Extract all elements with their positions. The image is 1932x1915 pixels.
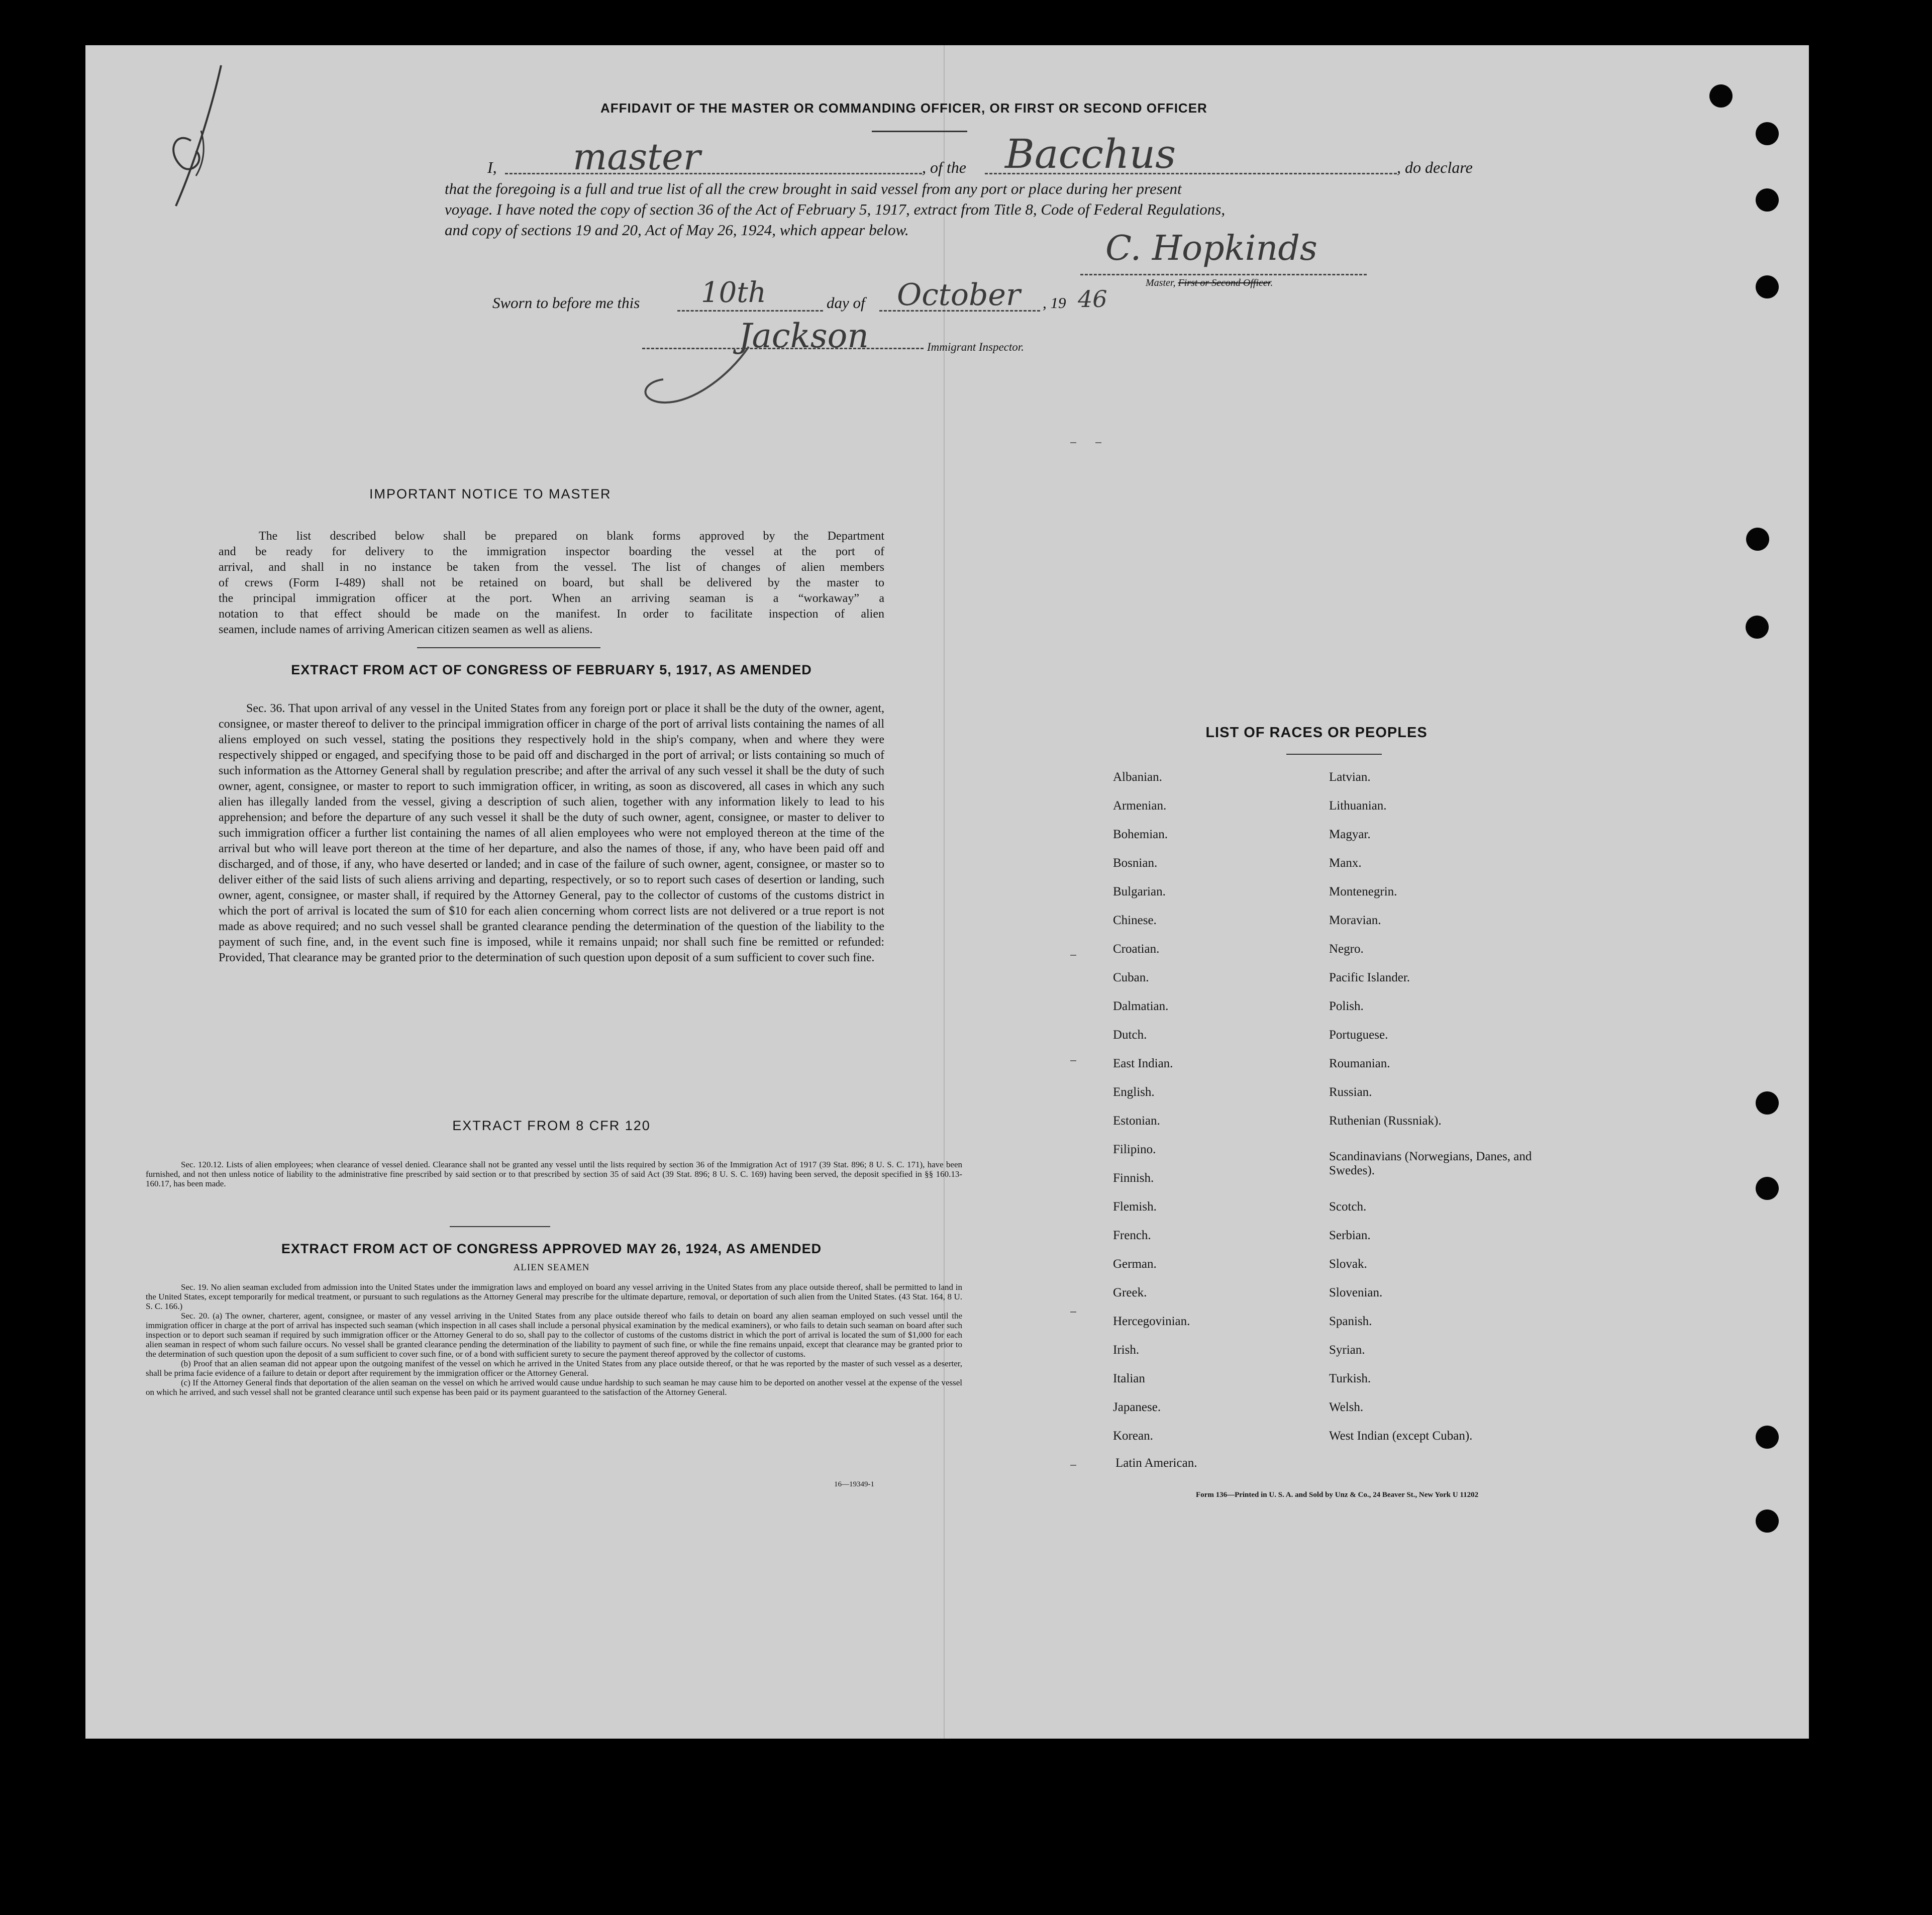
sec-19-text: Sec. 19. No alien seaman excluded from admission into the United States under the immigration laws and employed on board any vessel arriving in the United States from any place outside thereof, shall be permitted to land in the United States, except temporarily for medical treatment, or pursuant to such regulations as the Attorney General may prescribe for the ultimate departure, removal, or deportation of such alien from the United States. (43 Stat. 164, 8 U. S. C. 166.)	[146, 1282, 962, 1311]
cfr-rule	[450, 1226, 550, 1227]
form-number: 16—19349-1	[834, 1480, 874, 1488]
races-title: LIST OF RACES OR PEOPLES	[1205, 725, 1428, 741]
race-item: French.	[1113, 1229, 1151, 1242]
caption-master: Master,	[1146, 277, 1176, 288]
notice-line-1: The list described below shall be prepared on blank forms approved by the Department	[259, 530, 884, 543]
race-item: Syrian.	[1329, 1343, 1365, 1357]
race-item: Manx.	[1329, 856, 1362, 870]
notice-line-4: of crews (Form I-489) shall not be retained on board, but shall be delivered by the master to	[219, 576, 884, 589]
race-item: Korean.	[1113, 1429, 1153, 1443]
statement-line-1: that the foregoing is a full and true list of all the crew brought in said vessel from any port or place during her present	[445, 180, 1182, 197]
race-item: German.	[1113, 1257, 1157, 1271]
printer-footer: Form 136—Printed in U. S. A. and Sold by Unz & Co., 24 Beaver St., New York U 11202	[1196, 1491, 1479, 1499]
extract-1917-body: Sec. 36. That upon arrival of any vessel in the United States from any foreign port or place it shall be the duty of the owner, agent, consignee, or master thereof to deliver to the principal immigration officer in charge of the port of arrival lists containing the names of all aliens employed on such vessel, stating the positions they respectively hold in the ship's company, when and where they were respectively shipped or engaged, and specifying those to be paid off and discharged in the port of arrival; or lists containing so much of such information as the Attorney General shall by regulation prescribe; and after the arrival of any such vessel it shall be the duty of such owner, agent, consignee, or master to report to such immigration officer, in writing, as soon as discovered, all cases in which any such alien has illegally landed from the vessel, giving a description of such alien, together with any information likely to lead to his apprehension; and before the departure of any such vessel it shall be the duty of such owner, agent, consignee, or master to deliver to such immigration officer a further list containing the names of all alien employees who were not employed thereon at the time of the arrival but who will leave port thereon at the time of her departure, and also the names of those, if any, who have been paid off and discharged, and of those, if any, who have deserted or landed; and in case of the failure of such owner, agent, consignee, or master so to deliver either of the said lists of such aliens arriving and departing, respectively, or so to report such cases of desertion or landing, such owner, agent, consignee, or master shall, if required by the Attorney General, pay to the collector of customs of the customs district in which the port of arrival is located the sum of $10 for each alien concerning whom correct lists are not delivered or a true report is not made as above required; and no such vessel shall be granted clearance pending the determination of the question of the liability to the payment of such fine, and, in the event such fine is imposed, while it remains unpaid; nor shall such fine be remitted or refunded: Provided, That clearance may be granted prior to the determination of such question upon deposit of a sum sufficient to cover such fine.	[219, 702, 884, 964]
notice-line-5: the principal immigration officer at the port. When an arriving seaman is a “workaway” a	[219, 592, 884, 605]
caption-end: .	[1270, 277, 1273, 288]
race-item: Turkish.	[1329, 1372, 1371, 1385]
binder-hole	[1756, 275, 1779, 298]
race-item: Dalmatian.	[1113, 999, 1169, 1013]
race-item: Scandinavians (Norwegians, Danes, and Swedes).	[1329, 1150, 1532, 1177]
notice-line-6: notation to that effect should be made on the manifest. In order to facilitate inspection of alien	[219, 608, 884, 621]
race-item: Russian.	[1329, 1085, 1372, 1099]
race-item: Latin American.	[1115, 1456, 1197, 1470]
document-sheet	[85, 45, 1809, 1739]
pencil-check-mark	[146, 55, 246, 221]
notice-line-2: and be ready for delivery to the immigration inspector boarding the vessel at the port of	[219, 545, 884, 558]
race-item: Spanish.	[1329, 1315, 1372, 1328]
race-item: Flemish.	[1113, 1200, 1157, 1214]
master-blank	[505, 173, 922, 174]
inspector-flourish	[628, 342, 759, 412]
race-item: Albanian.	[1113, 770, 1162, 784]
race-item: Bosnian.	[1113, 856, 1158, 870]
year-handwriting: 46	[1078, 285, 1107, 313]
race-item: Hercegovinian.	[1113, 1315, 1190, 1328]
extract-1924-subtitle: ALIEN SEAMEN	[513, 1262, 590, 1273]
master-signature: C. Hopkinds	[1105, 229, 1317, 268]
binder-hole	[1756, 188, 1779, 212]
races-rule	[1286, 754, 1382, 755]
binder-hole	[1756, 1177, 1779, 1200]
notice-body	[219, 529, 884, 638]
extract-cfr-text: Sec. 120.12. Lists of alien employees; when clearance of vessel denied. Clearance shall not be granted any vessel until the lists required by section 36 of the Immigration Act of 1917 (39 Stat. 896; 8 U. S. C. 171), have been furnished, and not then unless notice of liability to the administrative fine prescribed by said section or to that prescribed by section 35 of said Act (39 Stat. 896; 8 U. S. C. 169) having been served, the deposit specified in §§ 160.13-160.17, has been made.	[146, 1160, 962, 1188]
race-item: Ruthenian (Russniak).	[1329, 1114, 1442, 1128]
extract-1924-body	[146, 1282, 962, 1397]
race-item: Croatian.	[1113, 942, 1160, 956]
race-item: Armenian.	[1113, 799, 1167, 813]
binder-hole	[1756, 1426, 1779, 1449]
binder-hole	[1709, 84, 1733, 108]
race-item: Scotch.	[1329, 1200, 1367, 1214]
race-item: Irish.	[1113, 1343, 1140, 1357]
race-item: Lithuanian.	[1329, 799, 1387, 813]
race-item: Bulgarian.	[1113, 885, 1166, 898]
inspector-caption: Immigrant Inspector.	[927, 341, 1024, 353]
affidavit-title: AFFIDAVIT OF THE MASTER OR COMMANDING OFFICER, OR FIRST OR SECOND OFFICER	[600, 100, 1207, 116]
binder-hole	[1746, 528, 1769, 551]
race-item: Welsh.	[1329, 1400, 1364, 1414]
race-item: Negro.	[1329, 942, 1364, 956]
race-item: Pacific Islander.	[1329, 971, 1410, 984]
sec-20b-text: (b) Proof that an alien seaman did not appear upon the outgoing manifest of the vessel on which he arrived in the United States from any place outside thereof, or that he was reported by the master of such vessel as a deserter, shall be prima facie evidence of a failure to detain or deport after requirement by the immigration officer or the Attorney General.	[146, 1359, 962, 1378]
master-handwriting: master	[573, 136, 701, 178]
do-declare-label: , do declare	[1397, 158, 1473, 176]
notice-line-7: seamen, include names of arriving American citizen seamen as well as aliens.	[219, 623, 593, 636]
title-rule	[872, 131, 967, 132]
notice-line-3: arrival, and shall in no instance be taken from the vessel. The list of changes of alien members	[219, 561, 884, 574]
extract-1924-title: EXTRACT FROM ACT OF CONGRESS APPROVED MAY 26, 1924, AS AMENDED	[281, 1241, 822, 1256]
race-item: East Indian.	[1113, 1057, 1173, 1070]
binder-hole	[1756, 122, 1779, 145]
race-item: Estonian.	[1113, 1114, 1160, 1128]
sec-20c-text: (c) If the Attorney General finds that deportation of the alien seaman on the vessel on which he arrived would cause undue hardship to such seaman he may cause him to be deported on another vessel at the expense of the vessel on which he arrived, and such vessel shall not be granted clearance until such expense has been paid or its payment guaranteed to the satisfaction of the Attorney General.	[146, 1378, 962, 1397]
notice-title: IMPORTANT NOTICE TO MASTER	[369, 486, 612, 501]
extract-1917-title: EXTRACT FROM ACT OF CONGRESS OF FEBRUARY 5, 1917, AS AMENDED	[291, 662, 812, 677]
signature-caption	[1146, 277, 1273, 289]
race-item: Japanese.	[1113, 1400, 1161, 1414]
inspector-blank	[642, 348, 924, 349]
vessel-handwriting: Bacchus	[1005, 131, 1176, 177]
i-label: I,	[487, 158, 497, 176]
sec-20a-text: Sec. 20. (a) The owner, charterer, agent, consignee, or master of any vessel arriving in the United States from any place outside thereof who fails to detain on board any alien seaman employed on such vessel until the immigration officer in charge at the port of arrival has inspected such seaman (which inspection in all cases shall include a personal physical examination by the medical examiners), or who fails to detain such seaman on board after such inspection or to deport such seaman if required by such immigration officer or the Attorney General to do so, shall pay to the collector of customs of the customs district in which the port of arrival is located the sum of $1,000 for each alien seaman in respect of whom such failure occurs. No vessel shall be granted clearance pending the determination of the liability to payment of such fine, or while the fine remains unpaid, except that clearance may be granted prior to the determination of such question upon the deposit of a sum sufficient to cover such fine, or of a bond with sufficient surety to secure the payment thereof approved by the collector of customs.	[146, 1311, 962, 1359]
race-item: English.	[1113, 1085, 1155, 1099]
month-handwriting: October	[897, 277, 1021, 313]
race-item: Bohemian.	[1113, 828, 1168, 841]
race-item: Greek.	[1113, 1286, 1147, 1299]
race-item: Latvian.	[1329, 770, 1371, 784]
margin-tick	[1070, 1465, 1076, 1466]
margin-tick	[1070, 955, 1076, 956]
margin-tick	[1070, 1312, 1076, 1313]
race-item: Cuban.	[1113, 971, 1149, 984]
day-blank	[677, 310, 823, 312]
race-item: Portuguese.	[1329, 1028, 1388, 1042]
race-item: Moravian.	[1329, 914, 1381, 927]
signature-blank	[1080, 274, 1367, 275]
day-handwriting: 10th	[701, 276, 766, 309]
statement-line-2: voyage. I have noted the copy of section 36 of the Act of February 5, 1917, extract from Title 8, Code of Federal Regulations,	[445, 200, 1226, 218]
race-item: Montenegrin.	[1329, 885, 1397, 898]
sworn-label: Sworn to before me this	[492, 294, 640, 312]
race-item: Magyar.	[1329, 828, 1371, 841]
binder-hole	[1756, 1509, 1779, 1533]
margin-tick	[1070, 442, 1076, 443]
year-prefix: , 19	[1043, 294, 1066, 312]
caption-struck-officer: First or Second Officer	[1178, 277, 1271, 288]
race-item: Slovak.	[1329, 1257, 1367, 1271]
race-item: West Indian (except Cuban).	[1329, 1429, 1473, 1443]
margin-tick	[1095, 442, 1101, 443]
race-item: Slovenian.	[1329, 1286, 1383, 1299]
extract-cfr-body	[146, 1160, 962, 1188]
race-item: Finnish.	[1113, 1171, 1154, 1185]
margin-tick	[1070, 1060, 1076, 1061]
race-item: Filipino.	[1113, 1143, 1156, 1156]
race-item: Chinese.	[1113, 914, 1157, 927]
race-item: Roumanian.	[1329, 1057, 1390, 1070]
race-item: Serbian.	[1329, 1229, 1371, 1242]
notice-rule	[417, 647, 600, 648]
race-item: Dutch.	[1113, 1028, 1147, 1042]
binder-hole	[1746, 616, 1769, 639]
statement-line-3: and copy of sections 19 and 20, Act of May 26, 1924, which appear below.	[445, 221, 909, 239]
extract-cfr-title: EXTRACT FROM 8 CFR 120	[452, 1118, 651, 1133]
inspector-signature: Jackson	[739, 317, 869, 355]
binder-hole	[1756, 1091, 1779, 1115]
race-item: Polish.	[1329, 999, 1364, 1013]
day-of-label: day of	[827, 294, 865, 312]
of-the-label: , of the	[922, 158, 966, 176]
race-item: Italian	[1113, 1372, 1145, 1385]
